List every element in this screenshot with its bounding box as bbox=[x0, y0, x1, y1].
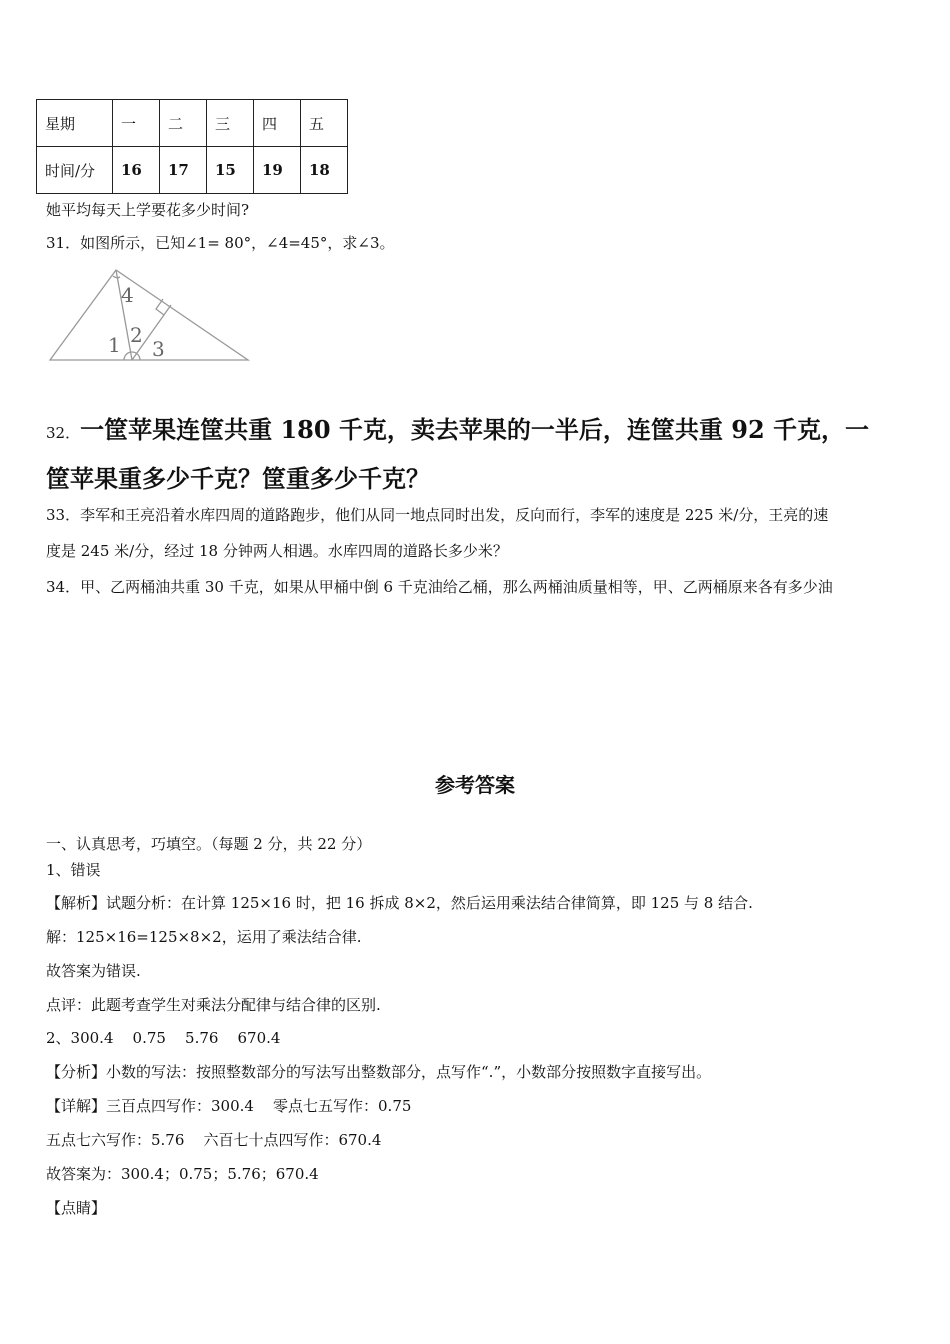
angle-label: 3 bbox=[152, 337, 165, 361]
section-heading: 一、认真思考，巧填空。（每题 2 分，共 22 分） bbox=[46, 835, 372, 853]
question-33-line2: 度是 245 米/分，经过 18 分钟两人相遇。水库四周的道路长多少米？ bbox=[46, 542, 508, 560]
question-34: 34．甲、乙两桶油共重 30 千克，如果从甲桶中倒 6 千克油给乙桶，那么两桶油质量相等，甲、乙两桶原来各有多少油 bbox=[46, 578, 833, 596]
answer-2-note: 【点睛】 bbox=[46, 1199, 107, 1217]
table-cell: 18 bbox=[301, 147, 348, 194]
answer-1: 1、错误 bbox=[46, 861, 101, 879]
question-32-line2: 筐苹果重多少千克？筐重多少千克？ bbox=[46, 464, 430, 493]
table-cell: 五 bbox=[301, 100, 348, 147]
triangle-figure bbox=[40, 262, 255, 367]
question-33-line1: 33．李军和王亮沿着水库四周的道路跑步，他们从同一地点同时出发，反向而行，李军的速度是 225 米/分，王亮的速 bbox=[46, 506, 829, 524]
table-row bbox=[37, 100, 348, 147]
answer-2-conclusion: 故答案为：300.4；0.75；5.76；670.4 bbox=[46, 1165, 319, 1183]
table-cell: 16 bbox=[113, 147, 160, 194]
answers-title: 参考答案 bbox=[435, 773, 515, 797]
table-cell: 19 bbox=[254, 147, 301, 194]
question-32-text: 一筐苹果连筐共重 180 千克，卖去苹果的一半后，连筐共重 92 千克，一 bbox=[80, 415, 870, 444]
answer-2-detail-2: 五点七六写作：5.76 六百七十点四写作：670.4 bbox=[46, 1131, 382, 1149]
table-cell: 15 bbox=[207, 147, 254, 194]
triangle-outline bbox=[50, 270, 248, 360]
table-cell: 四 bbox=[254, 100, 301, 147]
angle-label: 1 bbox=[108, 333, 121, 357]
answer-1-comment: 点评：此题考查学生对乘法分配律与结合律的区别. bbox=[46, 996, 381, 1014]
angle-label: 4 bbox=[121, 283, 134, 307]
answer-1-solution: 解：125×16=125×8×2，运用了乘法结合律. bbox=[46, 928, 362, 946]
angle-label: 2 bbox=[130, 323, 143, 347]
answer-1-analysis: 【解析】试题分析：在计算 125×16 时，把 16 拆成 8×2，然后运用乘法结合律简算，即 125 与 8 结合. bbox=[46, 894, 753, 912]
answer-2-detail-1: 【详解】三百点四写作：300.4 零点七五写作：0.75 bbox=[46, 1097, 412, 1115]
table-cell: 三 bbox=[207, 100, 254, 147]
table-cell: 二 bbox=[160, 100, 207, 147]
question-32-line1 bbox=[46, 410, 869, 445]
table-cell: 时间/分 bbox=[37, 147, 113, 194]
question-30-tail: 她平均每天上学要花多少时间? bbox=[46, 201, 250, 219]
time-table bbox=[36, 99, 348, 194]
answer-2: 2、300.4 0.75 5.76 670.4 bbox=[46, 1029, 281, 1047]
answer-2-analysis: 【分析】小数的写法：按照整数部分的写法写出整数部分，点写作“.”，小数部分按照数字直接写出。 bbox=[46, 1063, 712, 1081]
question-number: 32． bbox=[46, 424, 81, 442]
table-cell: 星期 bbox=[37, 100, 113, 147]
question-31: 31．如图所示，已知∠1= 80°，∠4=45°，求∠3。 bbox=[46, 234, 395, 252]
table-row bbox=[37, 147, 348, 194]
table-cell: 一 bbox=[113, 100, 160, 147]
table-cell: 17 bbox=[160, 147, 207, 194]
answer-1-conclusion: 故答案为错误. bbox=[46, 962, 141, 980]
